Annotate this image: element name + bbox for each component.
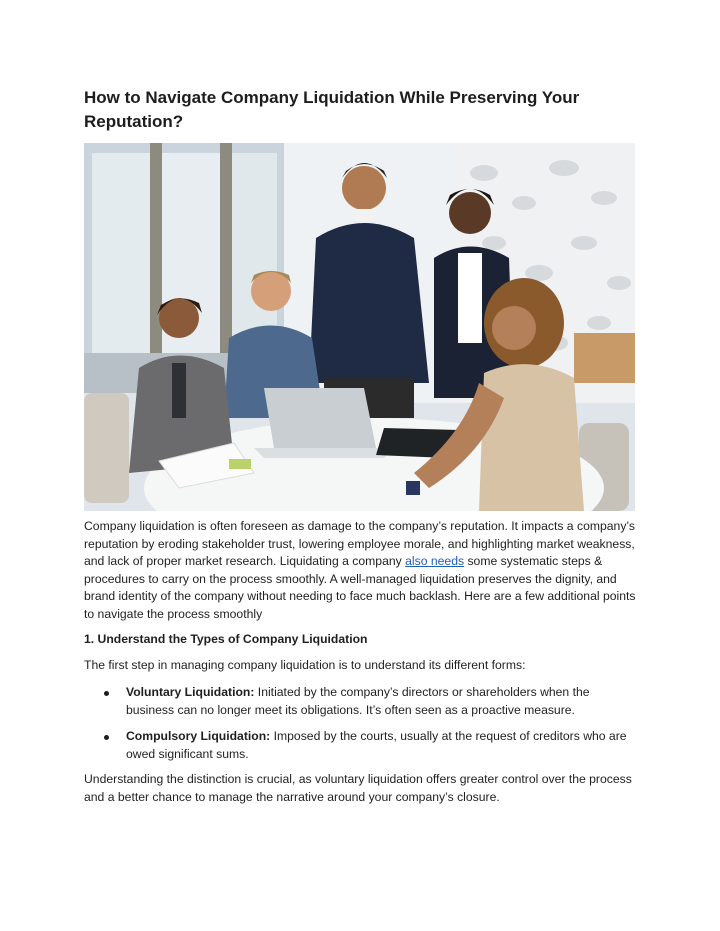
section-lead: The first step in managing company liquidation is to understand its different forms: — [84, 658, 526, 672]
also-needs-link[interactable]: also needs — [405, 554, 465, 568]
closing-paragraph: Understanding the distinction is crucial, as voluntary liquidation offers greater control over the process and a better chance to manage the narrative around your company’s closure. — [84, 772, 632, 804]
article-title: How to Navigate Company Liquidation While Preserving Your Reputation? — [84, 88, 580, 131]
list-item-term: Voluntary Liquidation: — [126, 685, 255, 699]
list-item — [84, 728, 640, 763]
list-item-text: Initiated by the company’s directors or shareholders when the business can no longer meet its obligations. It’s often seen as a proactive measure. — [126, 685, 590, 717]
bullet-dot-icon — [104, 735, 109, 740]
intro-text-after-link: some systematic steps & procedures to carry on the process smoothly. A well-managed liquidation preserves the dignity, and brand identity of the company without needing to face much backlash. Here are a few additional points to navigate the process smoothly — [84, 554, 636, 621]
liquidation-types-list — [84, 684, 640, 772]
section-heading: 1. Understand the Types of Company Liquidation — [84, 632, 368, 646]
article-photo — [84, 143, 635, 511]
bullet-dot-icon — [104, 691, 109, 696]
intro-text-before-link: Company liquidation is often foreseen as damage to the company’s reputation. It impacts a company’s reputation by eroding stakeholder trust, lowering employee morale, and highlighting market weakness, and lack of proper market research. Liquidating a company — [84, 519, 636, 568]
list-item — [84, 684, 640, 719]
intro-paragraph — [84, 518, 640, 623]
list-item-text: Imposed by the courts, usually at the request of creditors who are owed significant sums. — [126, 729, 627, 761]
list-item-term: Compulsory Liquidation: — [126, 729, 271, 743]
